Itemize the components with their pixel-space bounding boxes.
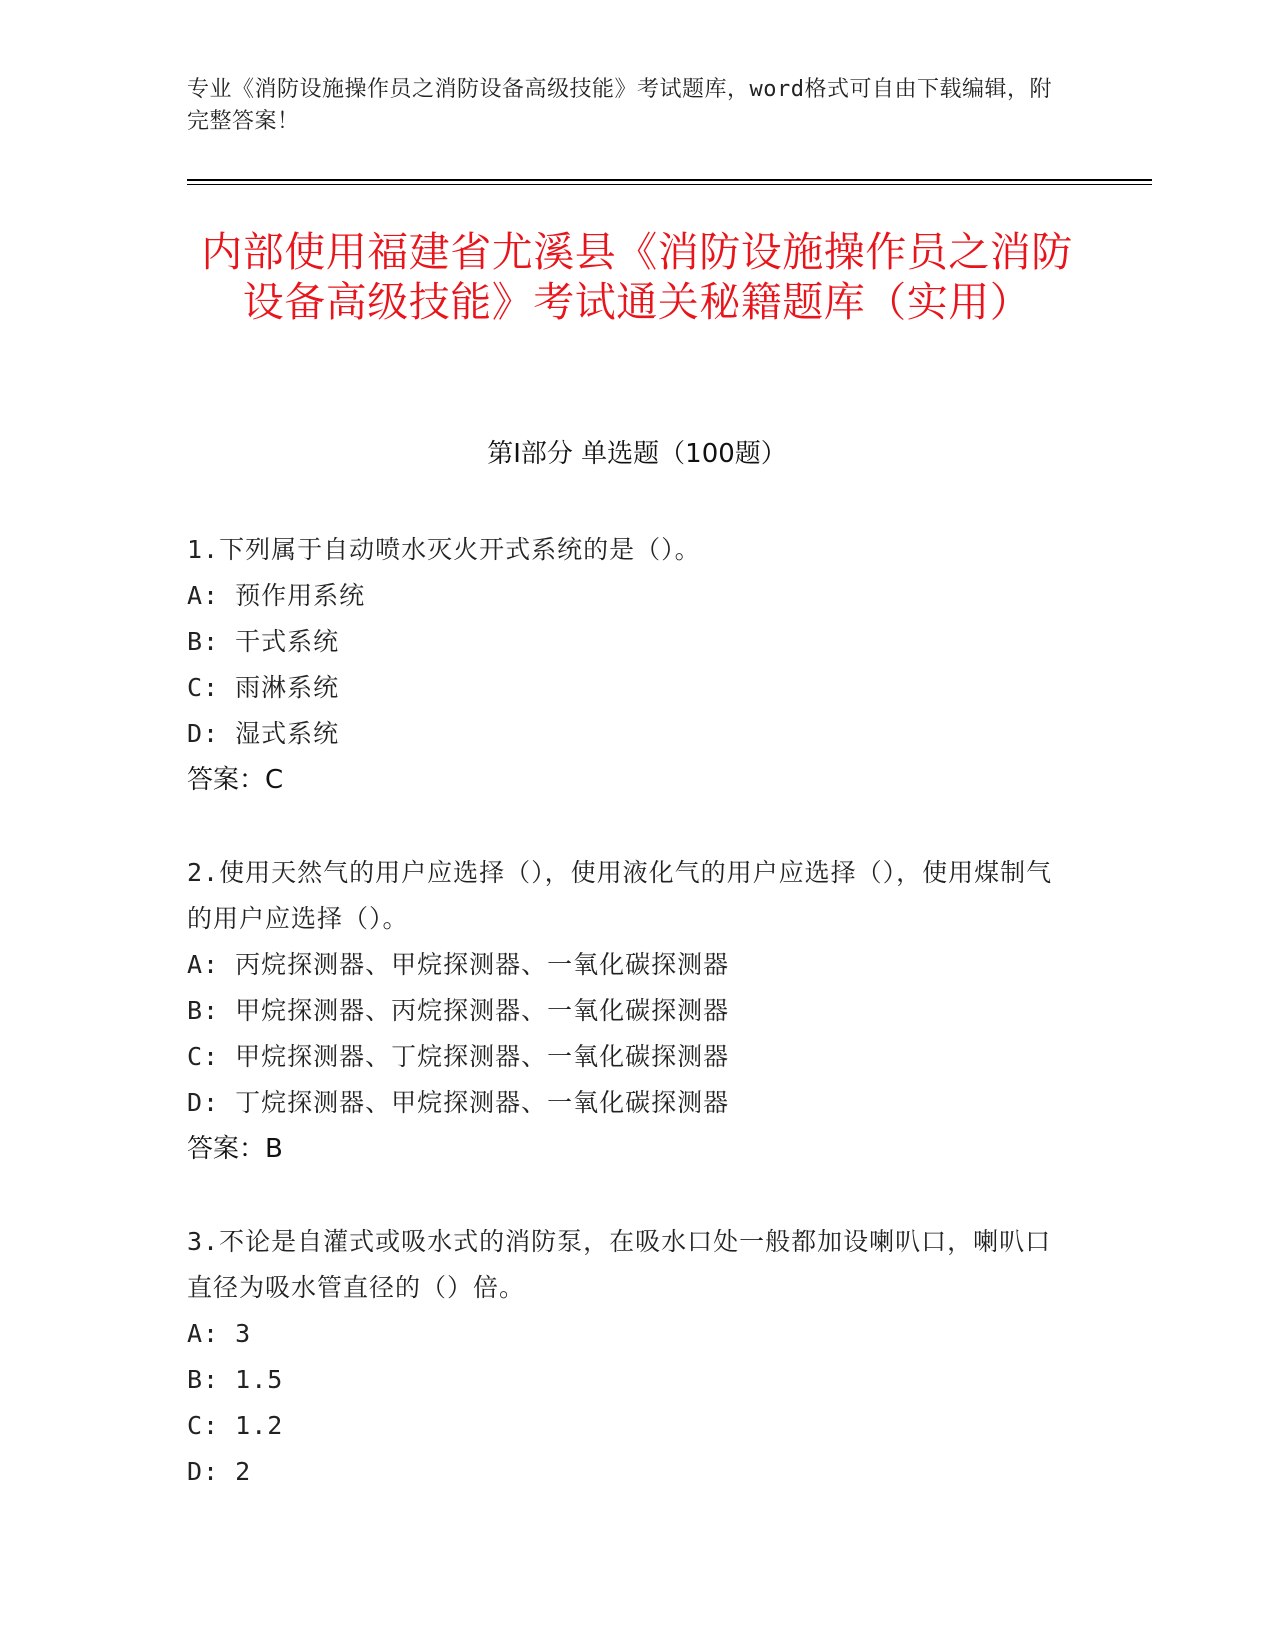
header-rule-thin [187,184,1152,185]
option-a: A: 3 [187,1319,252,1348]
option-c: C: 雨淋系统 [187,673,340,702]
section-title: 第Ⅰ部分 单选题（100题） [487,439,787,469]
question-stem: 3.不论是自灌式或吸水式的消防泵，在吸水口处一般都加设喇叭口，喇叭口直径为吸水管直径的（）倍。 [187,1227,1052,1302]
option-b: B: 1.5 [187,1365,284,1394]
question-stem: 1.下列属于自动喷水灭火开式系统的是（）。 [187,535,701,564]
option-a: A: 预作用系统 [187,581,366,610]
option-d: D: 湿式系统 [187,719,340,748]
answer: 答案：C [187,765,284,795]
option-b: B: 甲烷探测器、丙烷探测器、一氧化碳探测器 [187,996,730,1025]
option-c: C: 甲烷探测器、丁烷探测器、一氧化碳探测器 [187,1042,730,1071]
header-note: 专业《消防设施操作员之消防设备高级技能》考试题库，word格式可自由下载编辑，附完整答案！ [187,77,1052,134]
option-d: D: 丁烷探测器、甲烷探测器、一氧化碳探测器 [187,1088,730,1117]
answer: 答案：B [187,1134,283,1164]
header-rule-thick [187,179,1152,181]
option-d: D: 2 [187,1457,252,1486]
option-c: C: 1.2 [187,1411,284,1440]
document-title: 内部使用福建省尤溪县《消防设施操作员之消防设备高级技能》考试通关秘籍题库（实用） [201,228,1073,326]
option-b: B: 干式系统 [187,627,340,656]
question-1 [187,527,1067,803]
question-2 [187,850,1067,1172]
question-list [187,527,1067,1542]
question-stem: 2.使用天然气的用户应选择（），使用液化气的用户应选择（），使用煤制气的用户应选择（）。 [187,858,1053,933]
option-a: A: 丙烷探测器、甲烷探测器、一氧化碳探测器 [187,950,730,979]
question-3 [187,1219,1067,1495]
